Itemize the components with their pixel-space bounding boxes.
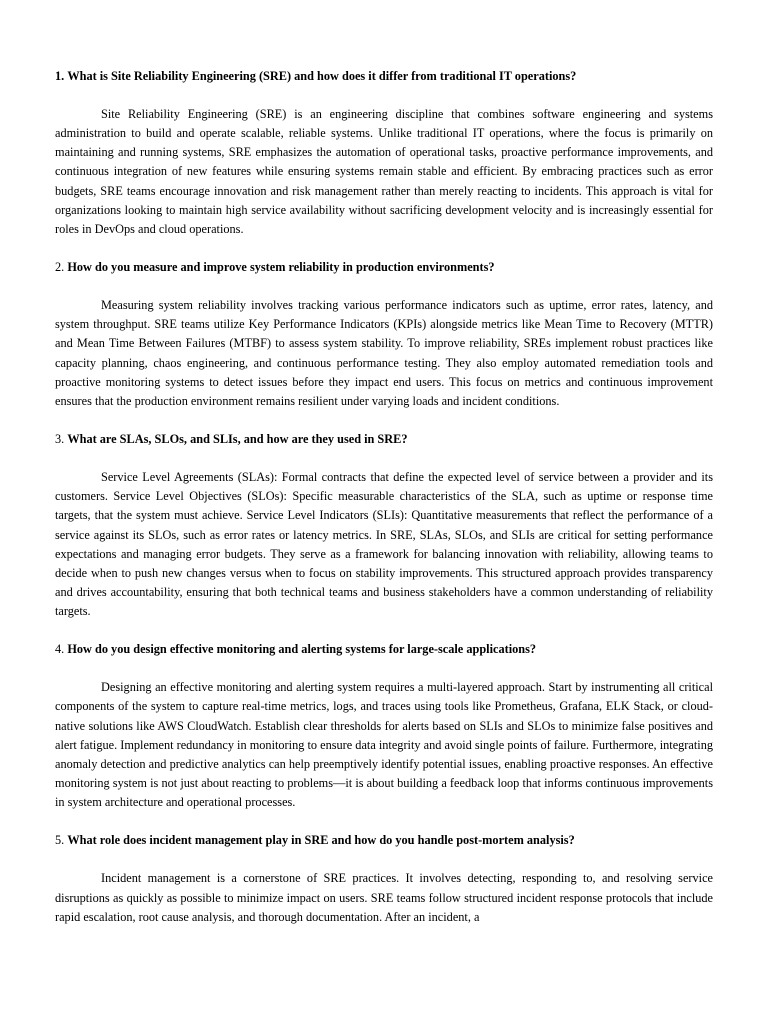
answer-paragraph: Service Level Agreements (SLAs): Formal contracts that define the expected level of service between a provider and its customers. Service Level Objectives (SLOs): Specific measurable characteristics of the SLA, such as uptime or response time targets, that the system must achieve. Service Level Indicators (SLIs): Quantitative measurements that reflect the performance of a service against its SLOs, such as error rates or latency metrics. In SRE, SLAs, SLOs, and SLIs are critical for setting performance expectations and managing error budgets. They serve as a framework for balancing innovation with reliability, allowing teams to decide when to push new changes versus when to focus on stability improvements. This structured approach provides transparency and drives accountability, ensuring that both technical teams and business stakeholders have a common understanding of reliability targets. xyxy=(55,470,713,619)
answer-paragraph: Site Reliability Engineering (SRE) is an engineering discipline that combines software engineering and systems administration to build and operate scalable, reliable systems. Unlike traditional IT operations, where the focus is primarily on maintaining and running systems, SRE emphasizes the automation of operational tasks, proactive performance improvements, and continuous integration of new features while ensuring systems remain stable and efficient. By embracing practices such as error budgets, SRE teams encourage innovation and risk management rather than merely reacting to incidents. This approach is vital for organizations looking to maintain high service availability without sacrificing development velocity and is increasingly essential for roles in DevOps and cloud operations. xyxy=(55,107,713,236)
question-number: 2. xyxy=(55,260,65,275)
question-number: 3. xyxy=(55,432,65,447)
question-heading xyxy=(55,640,713,659)
answer-paragraph: Incident management is a cornerstone of SRE practices. It involves detecting, responding to, and resolving service disruptions as quickly as possible to minimize impact on users. SRE teams follow structured incident response protocols that include rapid escalation, root cause analysis, and thorough documentation. After an incident, a xyxy=(55,871,713,924)
question-text: What is Site Reliability Engineering (SRE) and how does it differ from traditional IT operations? xyxy=(67,69,577,83)
answer-paragraph: Designing an effective monitoring and alerting system requires a multi-layered approach. Start by instrumenting all critical components of the system to capture real-time metrics, logs, and traces using tools like Prometheus, Grafana, ELK Stack, or cloud-native solutions like AWS CloudWatch. Establish clear thresholds for alerts based on SLIs and SLOs to minimize false positives and alert fatigue. Implement redundancy in monitoring to ensure data integrity and avoid single points of failure. Furthermore, integrating anomaly detection and predictive analytics can help preemptively identify potential issues, enabling proactive responses. An effective monitoring system is not just about reacting to problems—it is about building a feedback loop that informs continuous improvements in system architecture and operational processes. xyxy=(55,680,713,810)
question-text: What role does incident management play in SRE and how do you handle post-mortem analysis? xyxy=(67,833,575,848)
question-text: How do you design effective monitoring and alerting systems for large-scale applications? xyxy=(67,642,537,657)
question-number: 1. xyxy=(55,69,65,83)
question-number: 4. xyxy=(55,642,65,657)
question-heading xyxy=(55,258,713,277)
question-heading xyxy=(55,67,713,86)
question-text: What are SLAs, SLOs, and SLIs, and how are they used in SRE? xyxy=(67,432,408,447)
question-heading xyxy=(55,831,713,850)
question-heading xyxy=(55,430,713,449)
question-number: 5. xyxy=(55,833,65,848)
question-text: How do you measure and improve system reliability in production environments? xyxy=(67,260,495,275)
document-body xyxy=(55,67,713,946)
answer-paragraph: Measuring system reliability involves tracking various performance indicators such as uptime, error rates, latency, and system throughput. SRE teams utilize Key Performance Indicators (KPIs) alongside metrics like Mean Time to Recovery (MTTR) and Mean Time Between Failures (MTBF) to assess system stability. To improve reliability, SREs implement robust practices like capacity planning, chaos engineering, and continuous performance testing. They also employ automated remediation tools and proactive monitoring systems to detect issues before they impact end users. This focus on metrics and continuous improvement ensures that the production environment remains resilient under varying loads and incident conditions. xyxy=(55,298,713,408)
